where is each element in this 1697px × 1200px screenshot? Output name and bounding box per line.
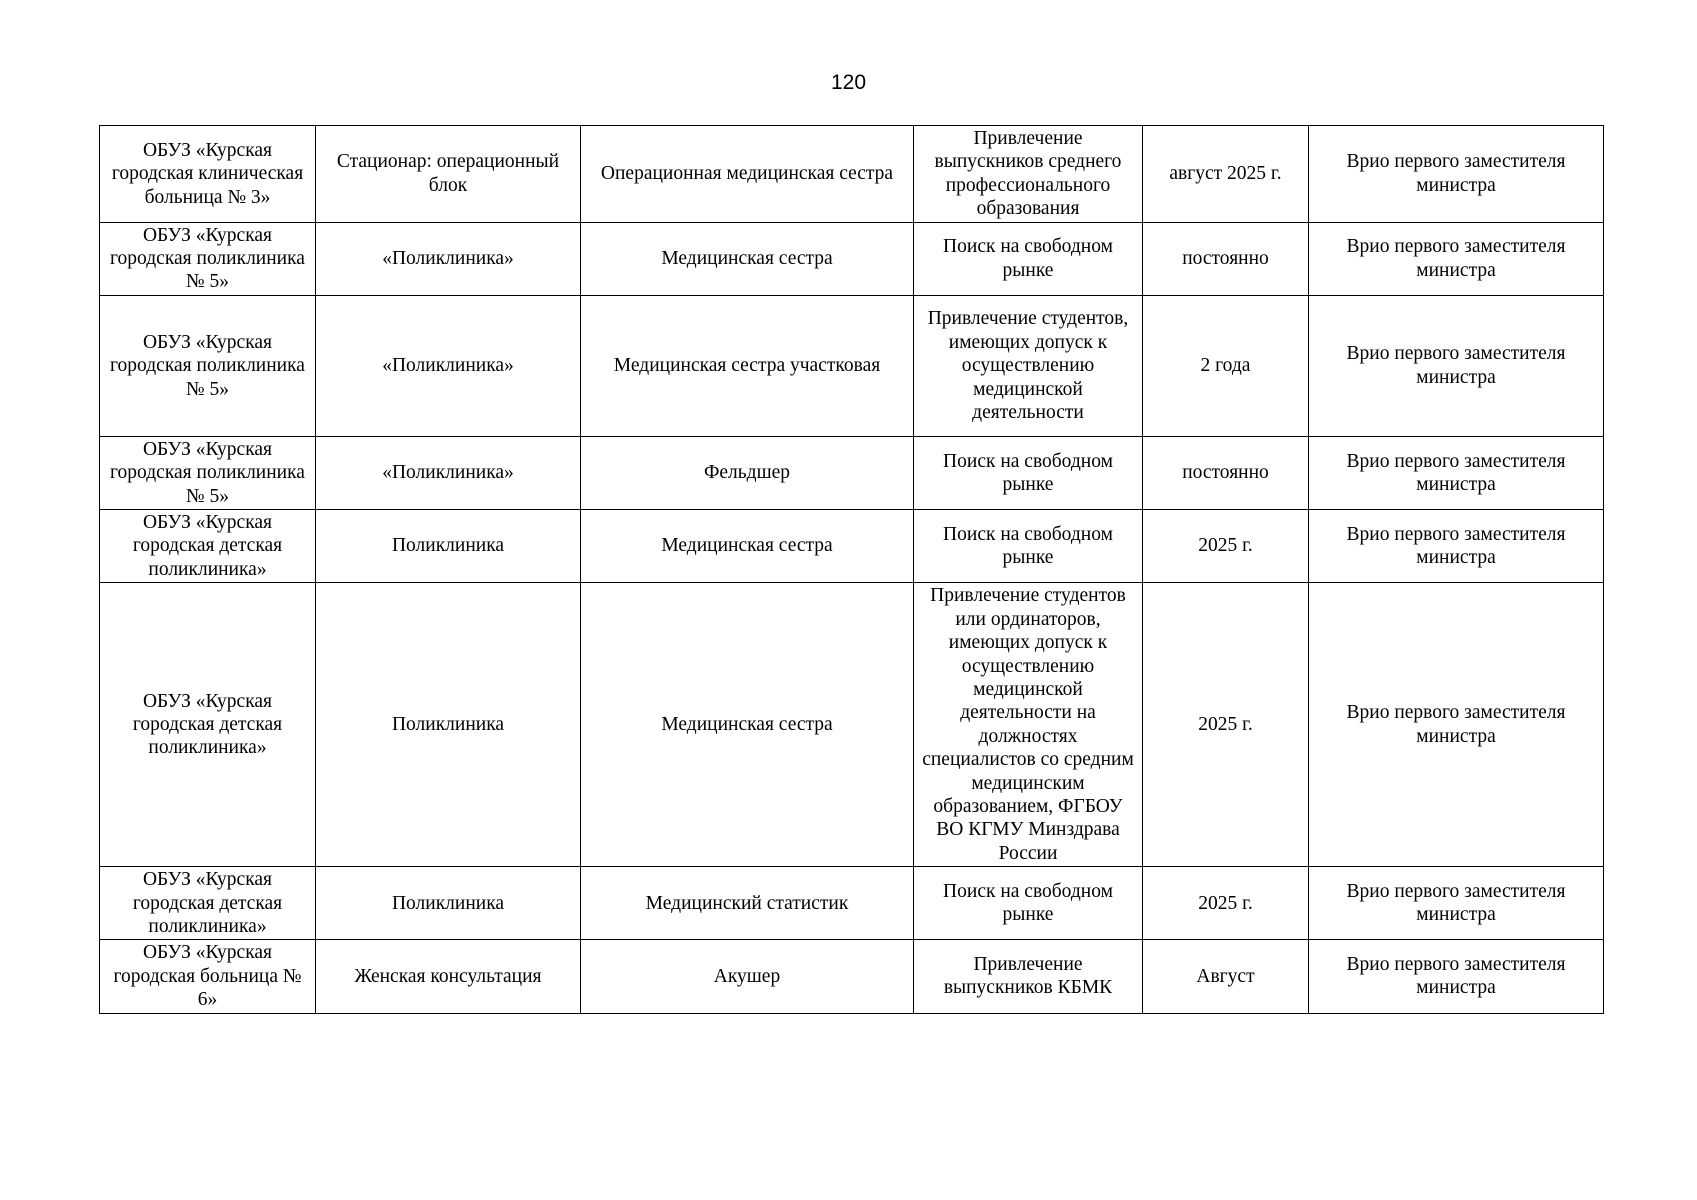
cell-organization: ОБУЗ «Курская городская детская поликлиника»: [100, 583, 316, 867]
cell-position: Медицинская сестра: [581, 222, 914, 295]
table-row: [100, 583, 1604, 867]
cell-responsible: Врио первого заместителя министра: [1309, 510, 1604, 583]
cell-position: Медицинский статистик: [581, 867, 914, 940]
cell-method: Поиск на свободном рынке: [914, 867, 1143, 940]
cell-unit: Поликлиника: [316, 867, 581, 940]
cell-position: Акушер: [581, 940, 914, 1013]
cell-method: Привлечение выпускников среднего профессионального образования: [914, 126, 1143, 223]
cell-method: Привлечение студентов или ординаторов, имеющих допуск к осуществлению медицинской деятельности на должностях специалистов со средним медицинским образованием, ФГБОУ ВО КГМУ Минздрава России: [914, 583, 1143, 867]
cell-position: Медицинская сестра: [581, 510, 914, 583]
cell-responsible: Врио первого заместителя министра: [1309, 436, 1604, 509]
table-row: [100, 436, 1604, 509]
cell-unit: Стационар: операционный блок: [316, 126, 581, 223]
cell-method: Поиск на свободном рынке: [914, 222, 1143, 295]
cell-term: 2025 г.: [1143, 583, 1309, 867]
cell-responsible: Врио первого заместителя министра: [1309, 126, 1604, 223]
cell-responsible: Врио первого заместителя министра: [1309, 583, 1604, 867]
cell-unit: «Поликлиника»: [316, 436, 581, 509]
cell-position: Фельдшер: [581, 436, 914, 509]
cell-term: постоянно: [1143, 436, 1309, 509]
cell-unit: «Поликлиника»: [316, 222, 581, 295]
cell-organization: ОБУЗ «Курская городская больница № 6»: [100, 940, 316, 1013]
table-row: [100, 222, 1604, 295]
cell-method: Привлечение студентов, имеющих допуск к осуществлению медицинской деятельности: [914, 295, 1143, 436]
cell-responsible: Врио первого заместителя министра: [1309, 222, 1604, 295]
cell-organization: ОБУЗ «Курская городская детская поликлиника»: [100, 510, 316, 583]
cell-position: Операционная медицинская сестра: [581, 126, 914, 223]
cell-term: постоянно: [1143, 222, 1309, 295]
cell-responsible: Врио первого заместителя министра: [1309, 940, 1604, 1013]
cell-unit: Женская консультация: [316, 940, 581, 1013]
cell-term: 2025 г.: [1143, 510, 1309, 583]
cell-position: Медицинская сестра: [581, 583, 914, 867]
cell-organization: ОБУЗ «Курская городская детская поликлиника»: [100, 867, 316, 940]
cell-organization: ОБУЗ «Курская городская поликлиника № 5»: [100, 295, 316, 436]
table-row: [100, 940, 1604, 1013]
cell-term: август 2025 г.: [1143, 126, 1309, 223]
table-row: [100, 510, 1604, 583]
cell-unit: Поликлиника: [316, 583, 581, 867]
page-number: 120: [830, 71, 867, 94]
cell-term: 2025 г.: [1143, 867, 1309, 940]
cell-term: 2 года: [1143, 295, 1309, 436]
cell-responsible: Врио первого заместителя министра: [1309, 867, 1604, 940]
cell-position: Медицинская сестра участковая: [581, 295, 914, 436]
cell-unit: Поликлиника: [316, 510, 581, 583]
cell-method: Привлечение выпускников КБМК: [914, 940, 1143, 1013]
cell-method: Поиск на свободном рынке: [914, 436, 1143, 509]
table-row: [100, 295, 1604, 436]
cell-term: Август: [1143, 940, 1309, 1013]
cell-responsible: Врио первого заместителя министра: [1309, 295, 1604, 436]
cell-organization: ОБУЗ «Курская городская поликлиника № 5»: [100, 436, 316, 509]
table-row: [100, 126, 1604, 223]
cell-organization: ОБУЗ «Курская городская поликлиника № 5»: [100, 222, 316, 295]
staffing-table: [99, 125, 1604, 1014]
cell-organization: ОБУЗ «Курская городская клиническая больница № 3»: [100, 126, 316, 223]
cell-method: Поиск на свободном рынке: [914, 510, 1143, 583]
cell-unit: «Поликлиника»: [316, 295, 581, 436]
table-row: [100, 867, 1604, 940]
